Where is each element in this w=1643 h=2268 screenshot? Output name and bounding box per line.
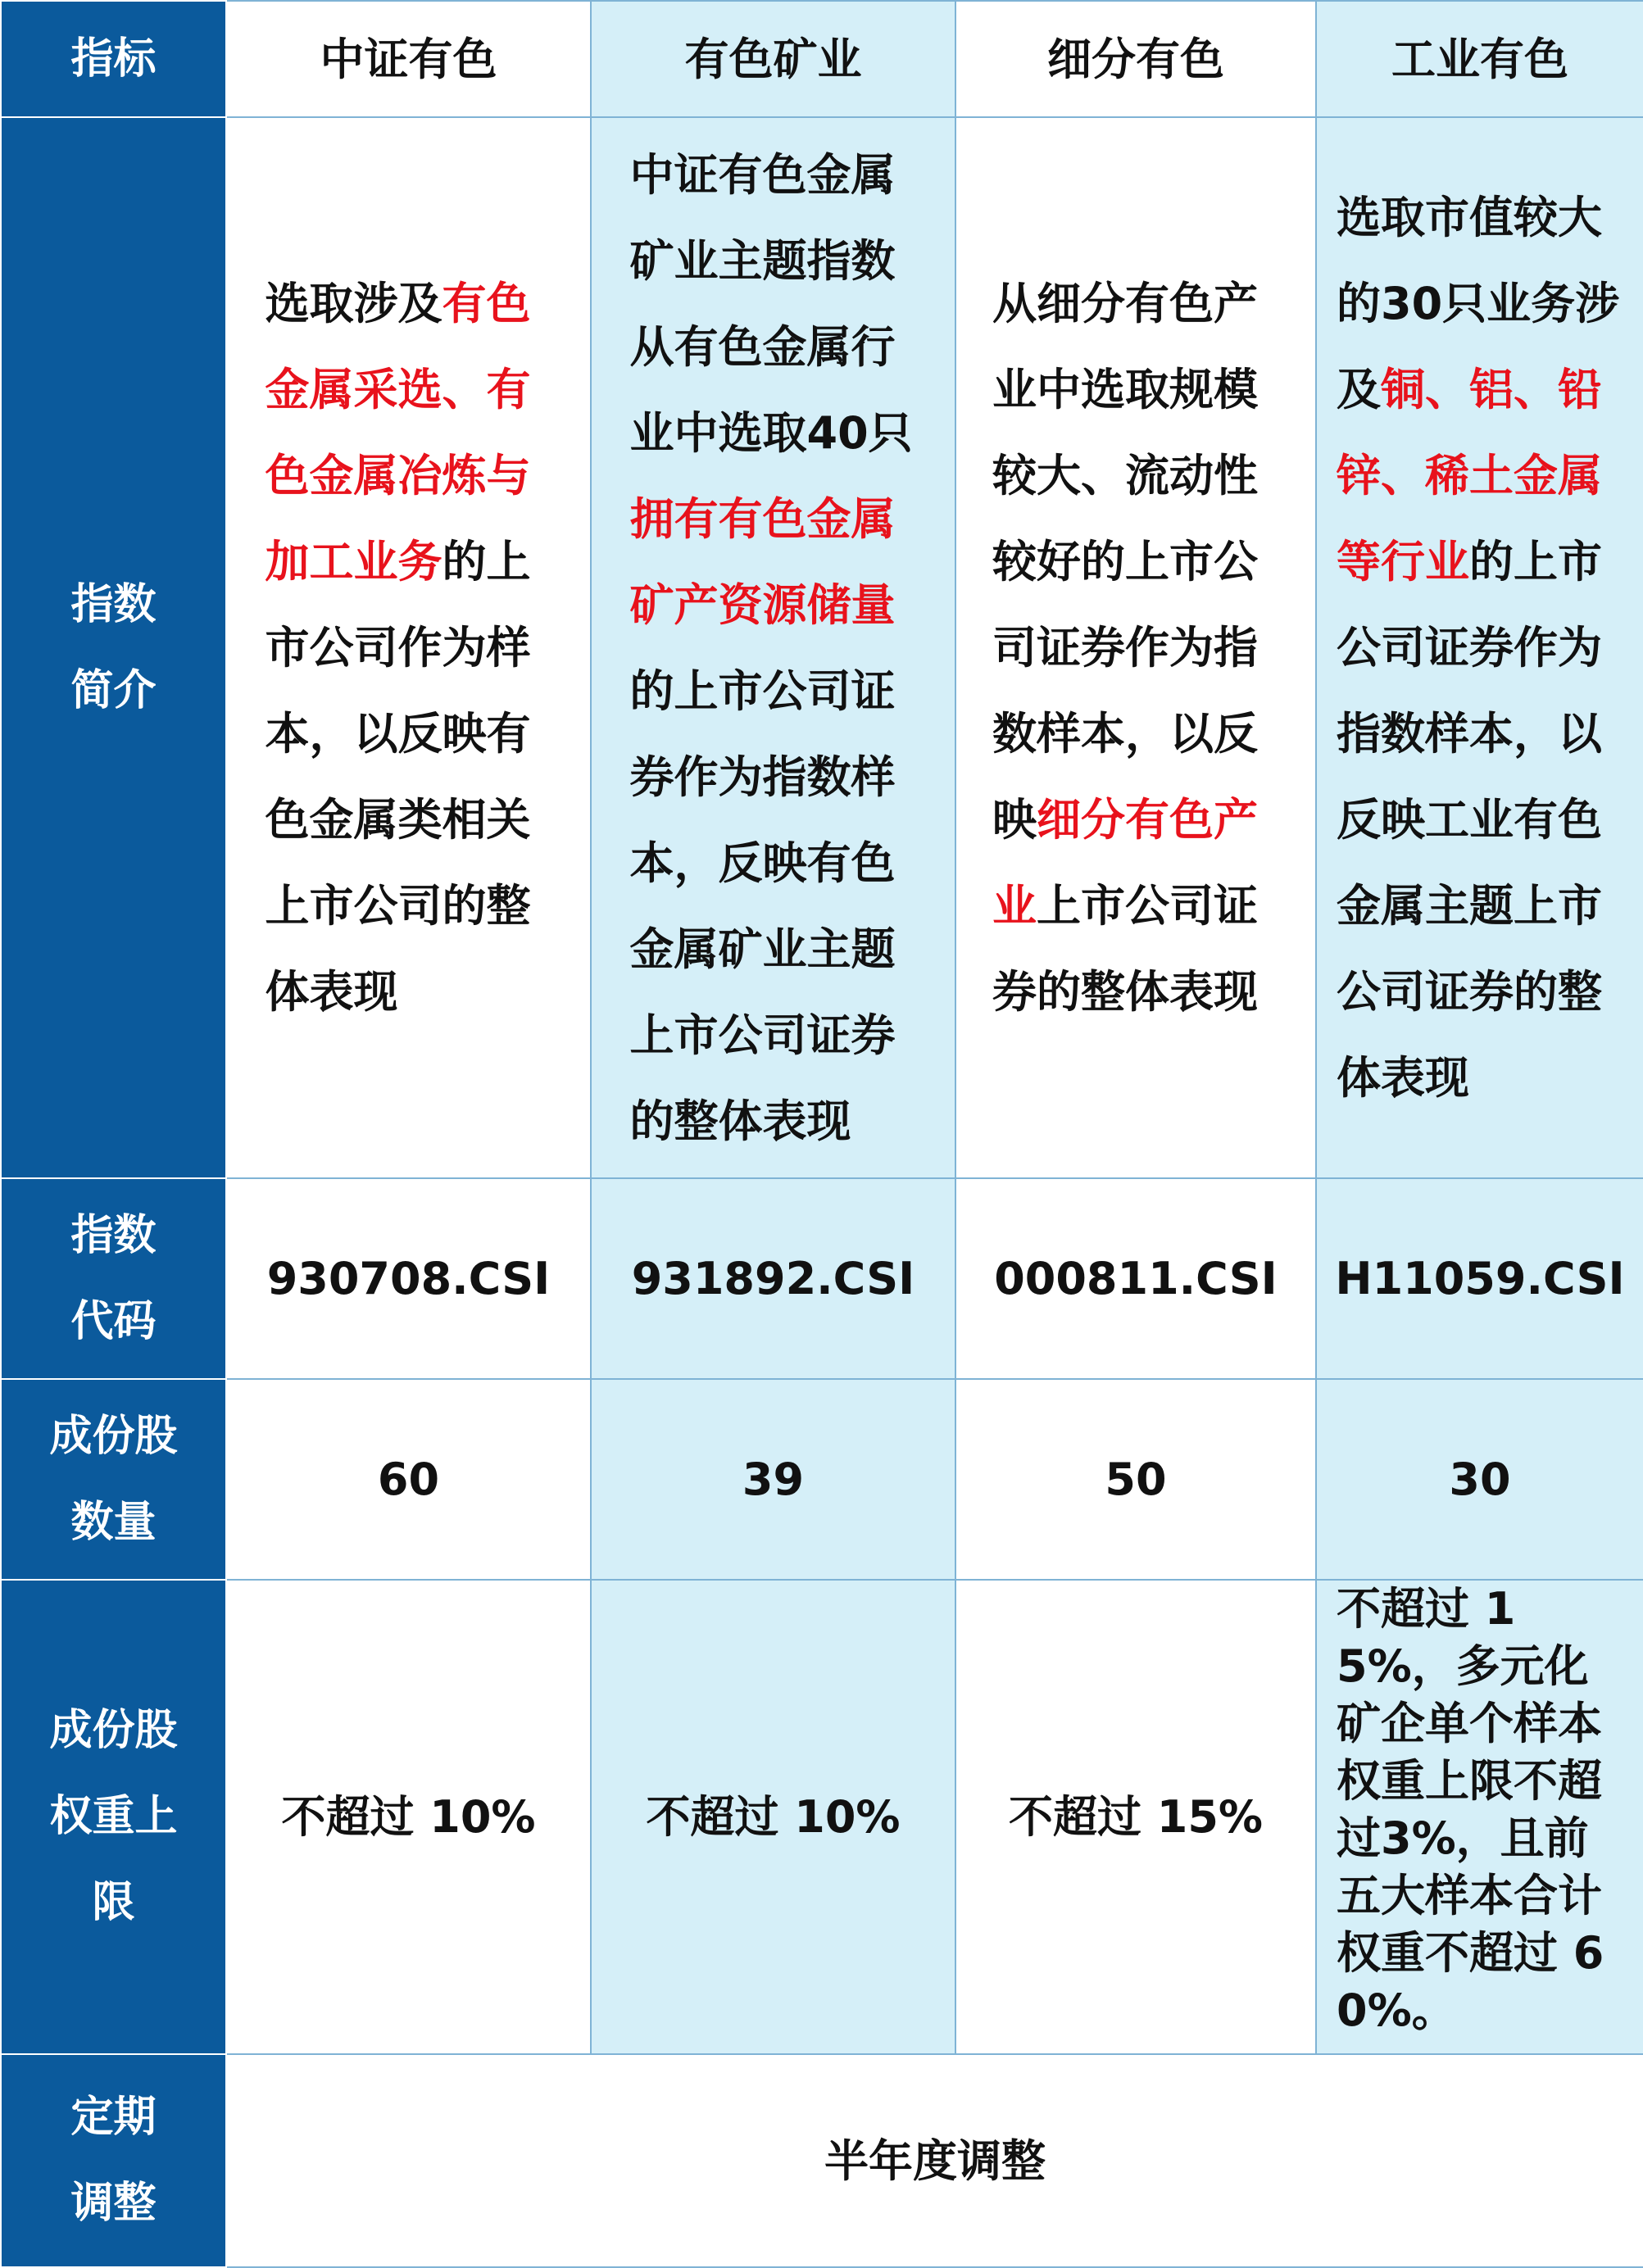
intro-cell-zhongzheng [226,117,591,1178]
highlight-text: 铜、铝、铅锌、稀土金属等行业 [1337,364,1602,587]
body-text: 中证有色金属矿业主题指数从有色金属行业中选取40只 [629,148,913,459]
column-header-xifen: 细分有色 [955,1,1316,117]
intro-cell-xifen [955,117,1316,1178]
column-header-zhongzheng: 中证有色 [226,1,591,117]
body-text: 选取市值较大的30只业务涉及 [1337,192,1620,415]
header-row [1,1,1643,117]
code-cell-gongye: H11059.CSI [1316,1178,1643,1379]
body-text: 从细分有色产业中选取规模较大、流动性较好的上市公司证券作为指数样本，以反映 [992,278,1258,846]
body-text: 选取涉及 [265,278,443,329]
intro-cell-gongye [1316,117,1643,1178]
row-label-code: 指数代码 [1,1178,226,1379]
rebalance-cell: 半年度调整 [226,2054,1643,2267]
row-label-count: 成份股数量 [1,1379,226,1580]
code-cell-xifen: 000811.CSI [955,1178,1316,1379]
body-text: 的上市公司证券作为指数样本，反映有色金属矿业主题上市公司证券的整体表现 [629,665,896,1147]
column-header-youse-kuangye: 有色矿业 [591,1,955,117]
count-cell-xifen: 50 [955,1379,1316,1580]
count-cell-youse-kuangye: 39 [591,1379,955,1580]
highlight-text: 拥有有色金属矿产资源储量 [629,492,896,631]
body-text: 的上市公司作为样本，以反映有色金属类相关上市公司的整体表现 [265,536,531,1018]
intro-cell-youse-kuangye [591,117,955,1178]
row-label-weight: 成份股权重上限 [1,1580,226,2054]
weight-cell-youse-kuangye: 不超过 10% [591,1580,955,2054]
header-label-cell [1,1,226,117]
count-row [1,1379,1643,1580]
weight-row [1,1580,1643,2054]
code-cell-zhongzheng: 930708.CSI [226,1178,591,1379]
intro-row [1,117,1643,1178]
weight-cell-zhongzheng: 不超过 10% [226,1580,591,2054]
count-cell-gongye: 30 [1316,1379,1643,1580]
column-header-gongye: 工业有色 [1316,1,1643,117]
code-cell-youse-kuangye: 931892.CSI [591,1178,955,1379]
header-label: 指标 [70,34,157,84]
row-label-intro: 指数简介 [1,117,226,1178]
weight-cell-gongye: 不超过 15%，多元化矿企单个样本权重上限不超过3%，且前五大样本合计权重不超过 60%。 [1316,1580,1643,2054]
highlight-text: 细分有色产业 [992,794,1258,932]
rebalance-row [1,2054,1643,2267]
highlight-text: 有色金属采选、有色金属冶炼与加工业务 [265,278,531,587]
weight-cell-xifen: 不超过 15% [955,1580,1316,2054]
count-cell-zhongzheng: 60 [226,1379,591,1580]
body-text: 的上市公司证券作为指数样本，以反映工业有色金属主题上市公司证券的整体表现 [1337,536,1602,1104]
code-row [1,1178,1643,1379]
body-text: 上市公司证券的整体表现 [992,880,1258,1018]
row-label-rebalance: 定期调整 [1,2054,226,2267]
